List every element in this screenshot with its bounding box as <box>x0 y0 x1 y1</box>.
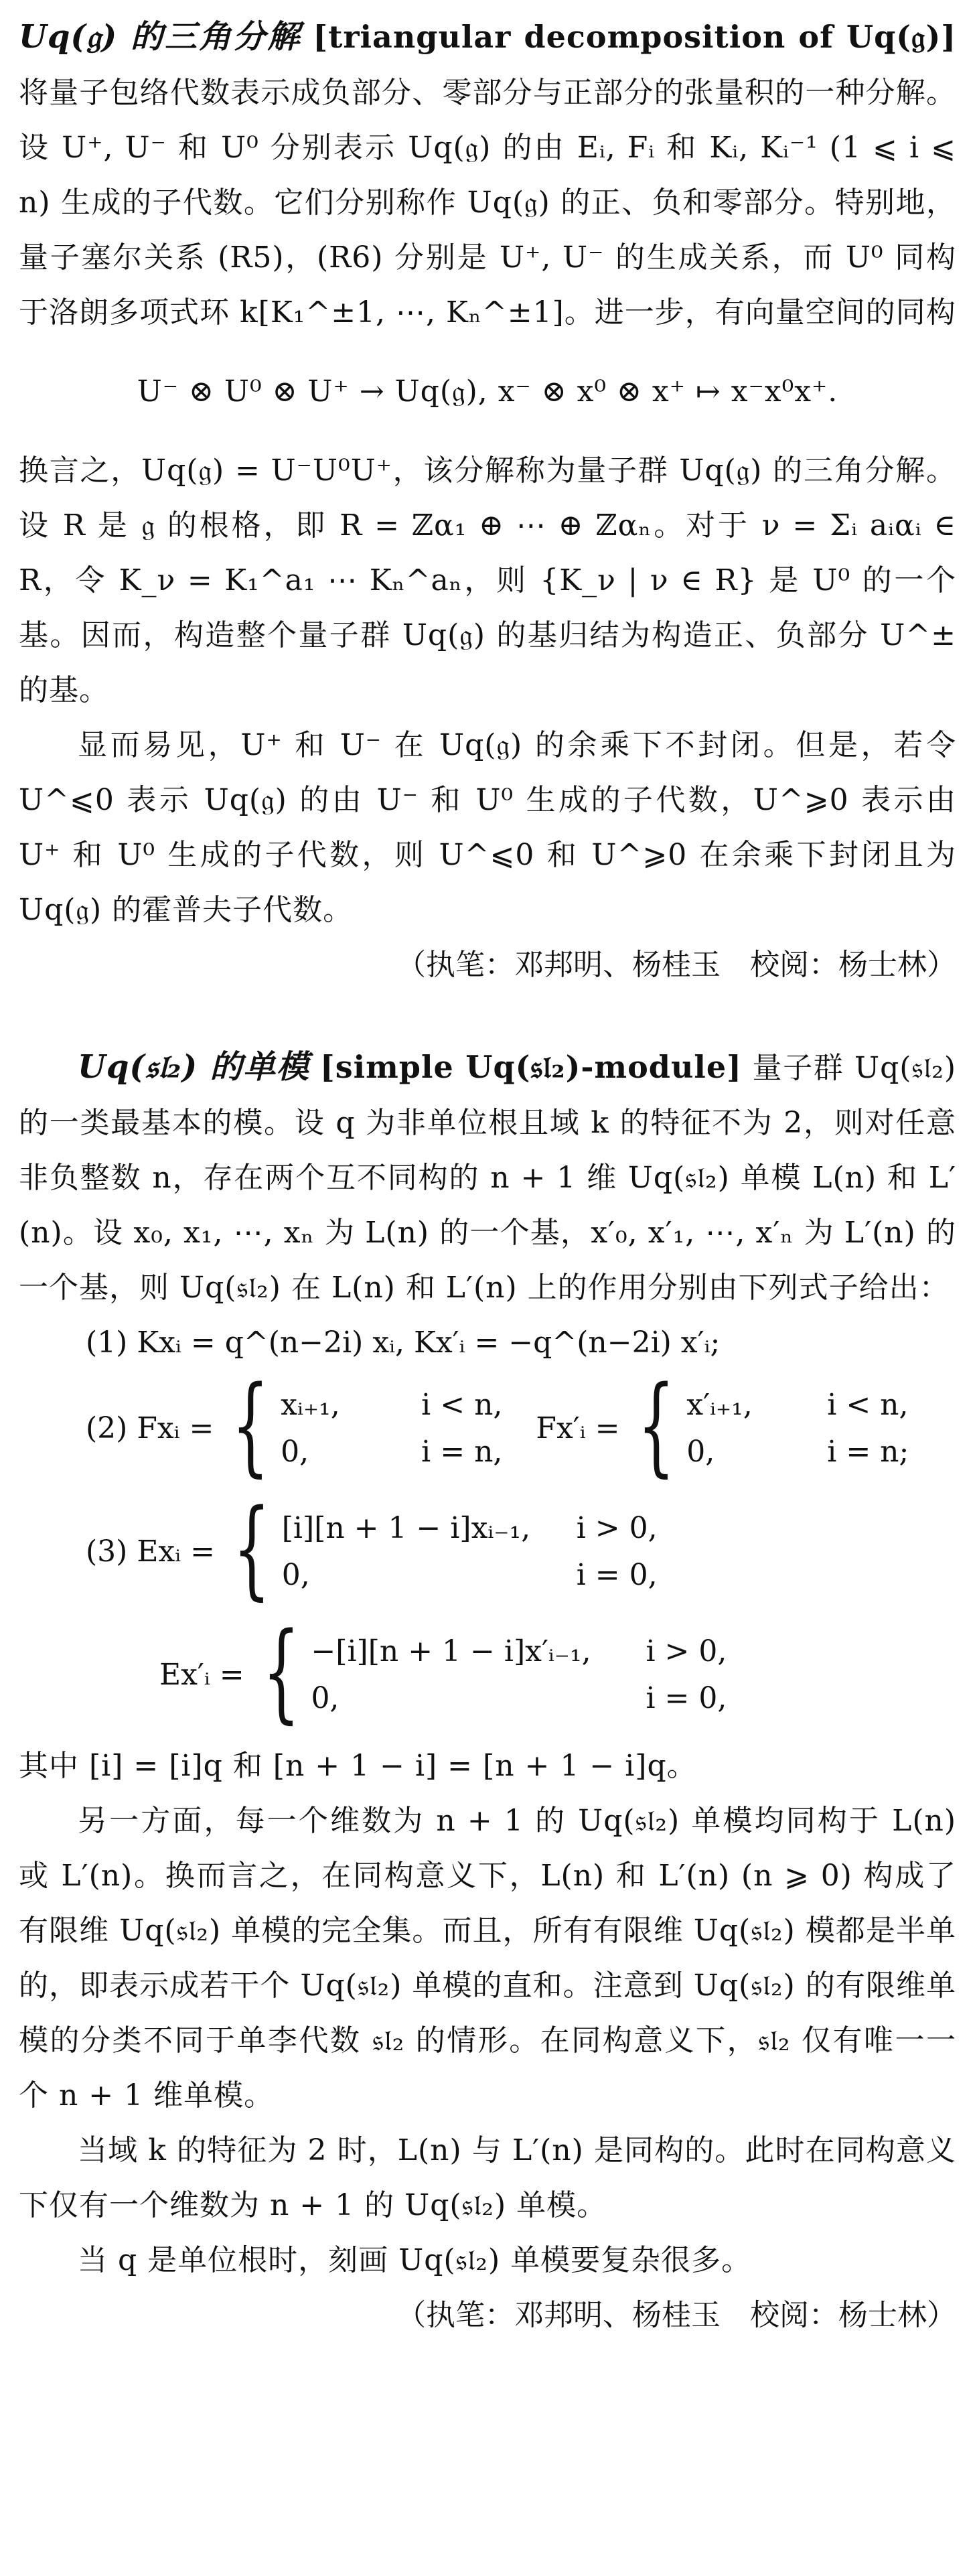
case-condition: i > 0, <box>576 1511 658 1545</box>
case-condition: i < n, <box>827 1388 909 1422</box>
case-value: 0, <box>311 1681 340 1715</box>
entry-headword-en: [triangular decomposition of Uq(𝔤)] <box>313 19 956 55</box>
case-value: 0, <box>281 1435 309 1469</box>
case-condition: i > 0, <box>646 1634 727 1668</box>
case-value: xᵢ₊₁, <box>281 1388 340 1422</box>
case-value: 0, <box>686 1435 715 1469</box>
entry-paragraph <box>19 9 956 340</box>
formula-label: Ex′ᵢ = <box>159 1658 244 1692</box>
entry-simple-module <box>19 1040 956 2343</box>
entry-paragraph: 显而易见，U⁺ 和 U⁻ 在 Uq(𝔤) 的余乘下不封闭。但是，若令 U^⩽0 表示 Uq(𝔤) 的由 U⁻ 和 U⁰ 生成的子代数，U^⩾0 表示由 U⁺ 和 U⁰ 生成的子代数，则 U^⩽0 和 U^⩾0 在余乘下封闭且为 Uq(𝔤) 的霍普夫子代数。 <box>19 728 956 927</box>
entry-paragraph: 另一方面，每一个维数为 n + 1 的 Uq(𝔰𝔩₂) 单模均同构于 L(n) 或 L′(n)。换而言之，在同构意义下，L(n) 和 L′(n) (n ⩾ 0) 构成了有限维 Uq(𝔰𝔩₂) 单模的完全集。而且，所有有限维 Uq(𝔰𝔩₂) 模都是半单的，即表示成若干个 Uq(𝔰𝔩₂) 单模的直和。注意到 Uq(𝔰𝔩₂) 的有限维单模的分类不同于单李代数 𝔰𝔩₂ 的情形。在同构意义下，𝔰𝔩₂ 仅有唯一一个 n + 1 维单模。 <box>19 1804 956 2113</box>
brace-glyph: { <box>232 1362 270 1488</box>
case-value: −[i][n + 1 − i]x′ᵢ₋₁, <box>311 1634 591 1668</box>
entry-headword-zh: Uq(𝔰𝔩₂) 的单模 <box>78 1048 310 1086</box>
cases-block <box>251 1609 727 1734</box>
case-condition: i = 0, <box>576 1558 658 1592</box>
formula-label: (3) Exᵢ = <box>86 1534 215 1569</box>
case-value: [i][n + 1 − i]xᵢ₋₁, <box>281 1511 531 1545</box>
entry-text: 量子群 Uq(𝔰𝔩₂) 的一类最基本的模。设 q 为非单位根且域 k 的特征不为 2，则对任意非负整数 n，存在两个互不同构的 n + 1 维 Uq(𝔰𝔩₂) 单模 L(n) 和 L′(n)。设 x₀, x₁, ⋯, xₙ 为 L(n) 的一个基，x′₀, x′₁, ⋯, x′ₙ 为 L′(n) 的一个基，则 Uq(𝔰𝔩₂) 在 L(n) 和 L′(n) 上的作用分别由下列式子给出： <box>19 1051 956 1305</box>
entry-paragraph <box>19 1040 956 1315</box>
formula-label: Fx′ᵢ = <box>536 1411 620 1445</box>
case-condition: i = 0, <box>646 1681 727 1715</box>
entry-paragraph: 当 q 是单位根时，刻画 Uq(𝔰𝔩₂) 单模要复杂很多。 <box>78 2243 752 2277</box>
case-value: x′ᵢ₊₁, <box>686 1388 753 1422</box>
case-condition: i < n, <box>421 1388 503 1422</box>
author-credit: （执笔：邓邦明、杨桂玉 校阅：杨士林） <box>396 2298 956 2332</box>
entry-separator <box>19 993 956 1040</box>
entry-text: 将量子包络代数表示成负部分、零部分与正部分的张量积的一种分解。设 U⁺, U⁻ 和 U⁰ 分别表示 Uq(𝔤) 的由 Eᵢ, Fᵢ 和 Kᵢ, Kᵢ⁻¹ (1 ⩽ i ⩽ n) 生成的子代数。它们分别称作 Uq(𝔤) 的正、负和零部分。特别地，量子塞尔关系 (R5)，(R6) 分别是 U⁺, U⁻ 的生成关系，而 U⁰ 同构于洛朗多项式环 k[K₁^±1, ⋯, Kₙ^±1]。进一步，有向量空间的同构 <box>19 76 956 330</box>
brace-glyph: { <box>262 1609 300 1734</box>
formula-1: (1) Kxᵢ = q^(n−2i) xᵢ, Kx′ᵢ = −q^(n−2i) x′ᵢ; <box>86 1326 721 1360</box>
display-equation: U⁻ ⊗ U⁰ ⊗ U⁺ → Uq(𝔤), x⁻ ⊗ x⁰ ⊗ x⁺ ↦ x⁻x⁰x⁺. <box>137 374 838 409</box>
case-condition: i = n, <box>421 1435 503 1469</box>
formula-3 <box>86 1486 956 1611</box>
cases-block <box>222 1486 658 1611</box>
entry-triangular-decomposition <box>19 9 956 993</box>
entry-headword-zh: Uq(𝔤) 的三角分解 <box>19 18 302 56</box>
cases-block <box>220 1362 503 1488</box>
formula-2 <box>86 1362 956 1488</box>
cases-block <box>626 1362 909 1488</box>
entry-paragraph: 换言之，Uq(𝔤) = U⁻U⁰U⁺，该分解称为量子群 Uq(𝔤) 的三角分解。设 R 是 𝔤 的根格，即 R = ℤα₁ ⊕ ⋯ ⊕ ℤαₙ。对于 ν = Σᵢ aᵢαᵢ ∈ R，令 K_ν = K₁^a₁ ⋯ Kₙ^aₙ，则 {K_ν | ν ∈ R} 是 U⁰ 的一个基。因而，构造整个量子群 Uq(𝔤) 的基归结为构造正、负部分 U^± 的基。 <box>19 453 956 707</box>
formula-3b <box>159 1609 956 1734</box>
author-credit: （执笔：邓邦明、杨桂玉 校阅：杨士林） <box>396 948 956 982</box>
formula-label: (2) Fxᵢ = <box>86 1411 214 1445</box>
brace-glyph: { <box>232 1486 271 1611</box>
brace-glyph: { <box>638 1362 676 1488</box>
entry-headword-en: [simple Uq(𝔰𝔩₂)-module] <box>320 1049 742 1085</box>
case-value: 0, <box>281 1558 310 1592</box>
case-condition: i = n; <box>827 1435 909 1469</box>
entry-paragraph: 当域 k 的特征为 2 时，L(n) 与 L′(n) 是同构的。此时在同构意义下仅有一个维数为 n + 1 的 Uq(𝔰𝔩₂) 单模。 <box>19 2133 956 2222</box>
entry-paragraph: 其中 [i] = [i]q 和 [n + 1 − i] = [n + 1 − i]q。 <box>19 1749 697 1783</box>
